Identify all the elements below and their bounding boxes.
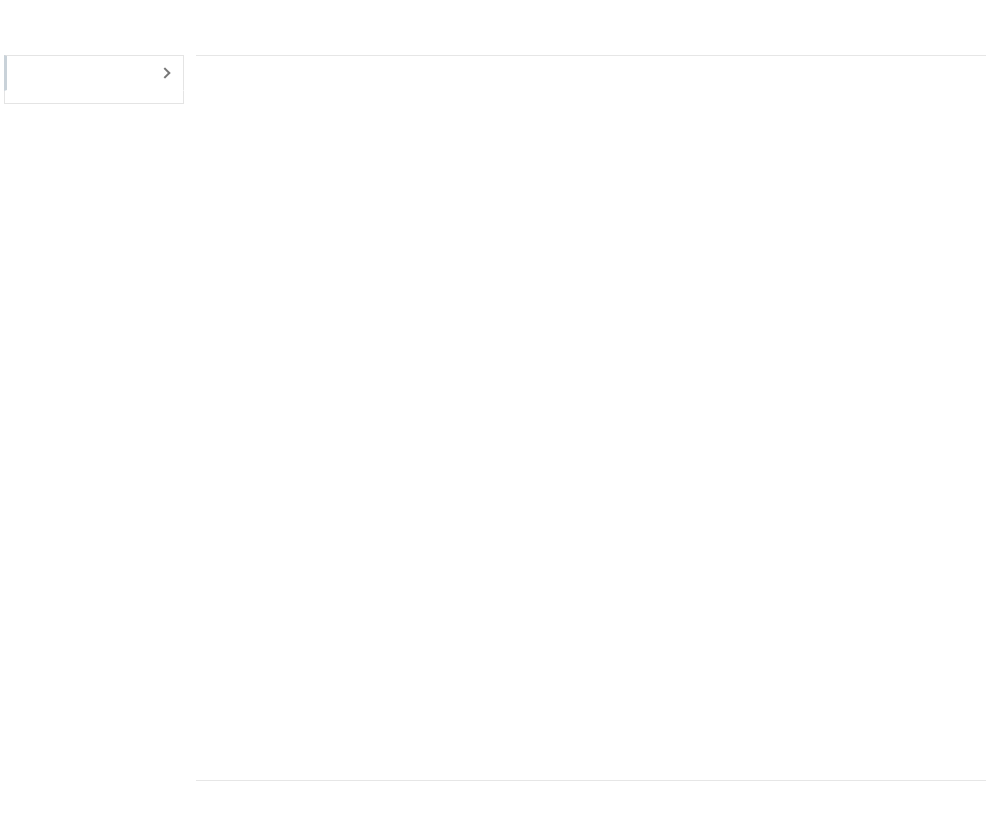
main-content (196, 55, 986, 820)
category-active[interactable] (4, 55, 184, 91)
chevron-right-icon (159, 67, 170, 78)
category-sidebar (4, 55, 184, 104)
divider (196, 780, 986, 781)
subcategory-panel (4, 91, 184, 104)
